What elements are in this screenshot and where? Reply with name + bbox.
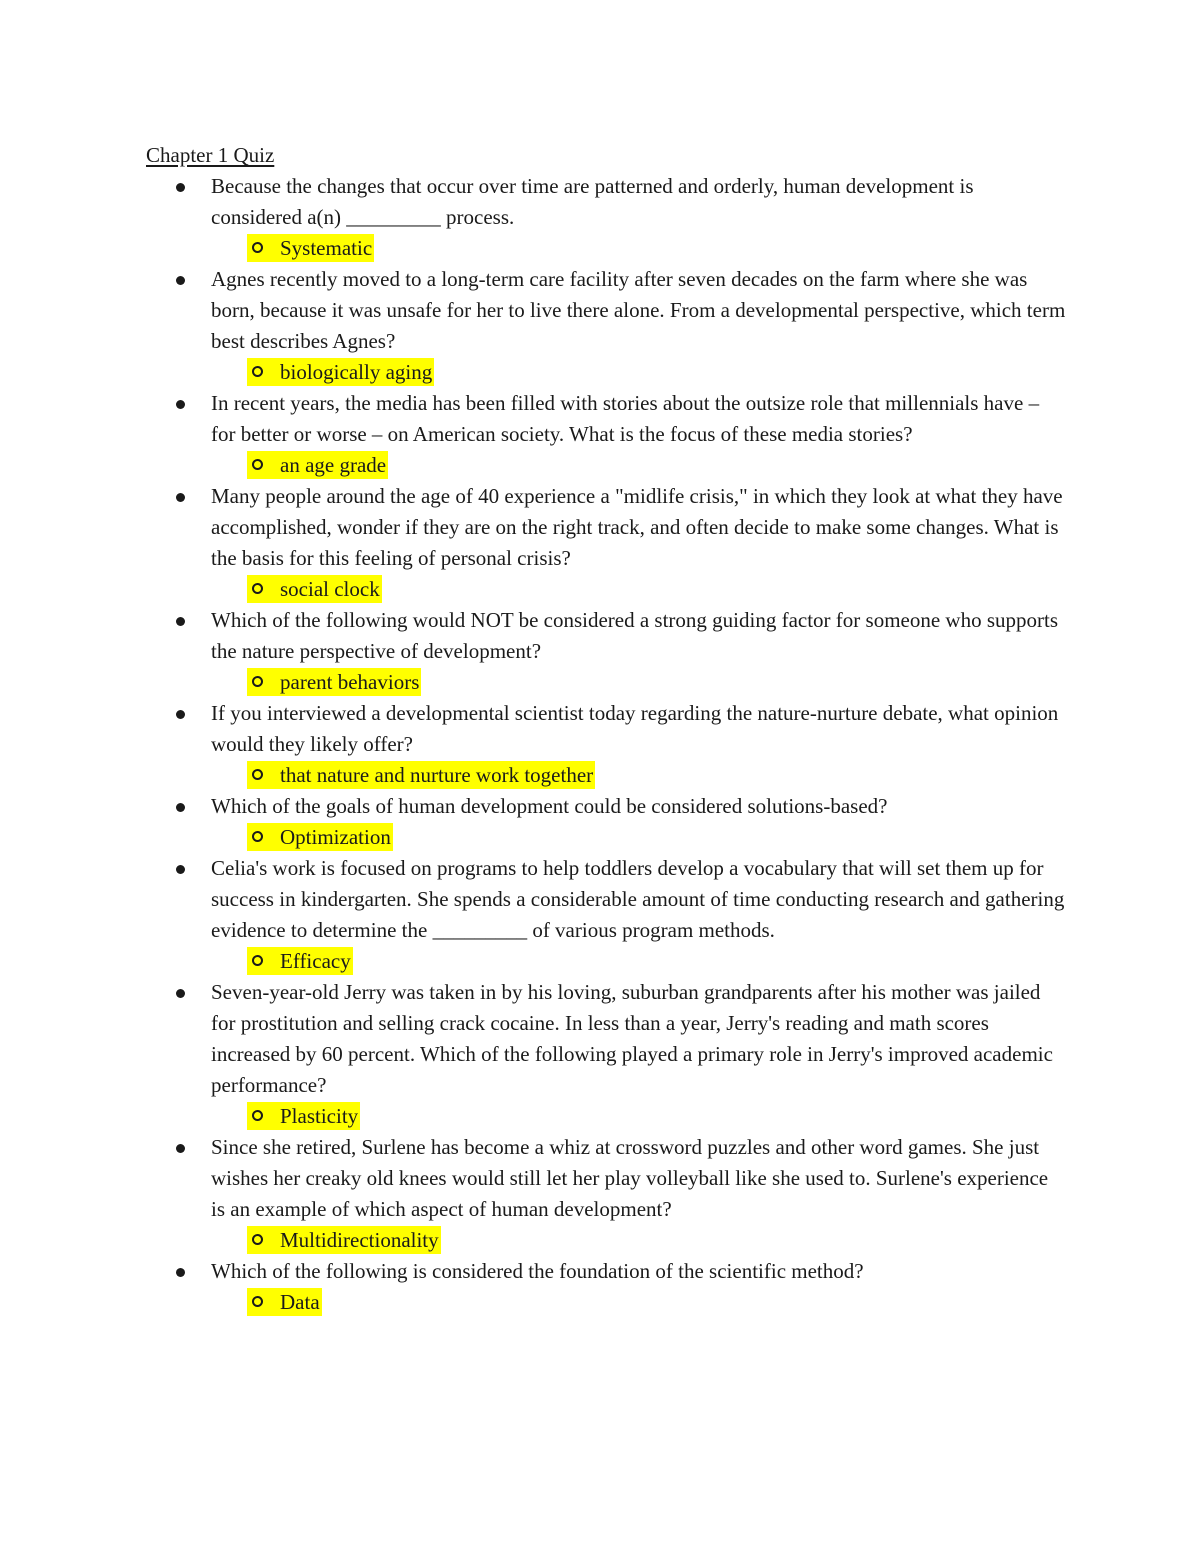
- question-item: [146, 698, 1066, 791]
- answer-highlight: [247, 1226, 441, 1254]
- answer-text: social clock: [280, 577, 380, 601]
- question-text: Since she retired, Surlene has become a whiz at crossword puzzles and other word games. She just wishes her creaky old knees would still let her play volleyball like she used to. Surlene's experience is an example of which aspect of human development?: [211, 1135, 1049, 1221]
- question-item: [146, 791, 1066, 853]
- answer-item: [247, 233, 1066, 264]
- circle-bullet-icon: [252, 676, 263, 687]
- bullet-icon: [176, 1144, 185, 1153]
- question-item: [146, 264, 1066, 388]
- answer-highlight: [247, 575, 382, 603]
- answer-item: [247, 760, 1066, 791]
- answer-text: Systematic: [280, 236, 373, 260]
- answer-text: Multidirectionality: [280, 1228, 439, 1252]
- question-item: [146, 1132, 1066, 1256]
- question-item: [146, 1256, 1066, 1318]
- question-text: Which of the following is considered the foundation of the scientific method?: [211, 1259, 864, 1283]
- circle-bullet-icon: [252, 583, 263, 594]
- answer-text: biologically aging: [280, 360, 433, 384]
- question-text: Which of the goals of human development could be considered solutions-based?: [211, 794, 888, 818]
- answer-text: that nature and nurture work together: [280, 763, 594, 787]
- answer-item: [247, 667, 1066, 698]
- page-title: Chapter 1 Quiz: [146, 143, 275, 167]
- answer-item: [247, 1225, 1066, 1256]
- question-text: In recent years, the media has been filled with stories about the outsize role that millennials have – for better or worse – on American society. What is the focus of these media stories?: [211, 391, 1040, 446]
- answer-text: Optimization: [280, 825, 391, 849]
- question-item: [146, 977, 1066, 1132]
- answer-highlight: [247, 761, 595, 789]
- question-text: Which of the following would NOT be considered a strong guiding factor for someone who supports the nature perspective of development?: [211, 608, 1059, 663]
- answer-item: [247, 357, 1066, 388]
- question-item: [146, 605, 1066, 698]
- bullet-icon: [176, 493, 185, 502]
- question-text: Celia's work is focused on programs to help toddlers develop a vocabulary that will set them up for success in kindergarten. She spends a considerable amount of time conducting research and gathering evidence to determine the _________ of various program methods.: [211, 856, 1065, 942]
- answer-highlight: [247, 358, 434, 386]
- circle-bullet-icon: [252, 459, 263, 470]
- answer-item: [247, 822, 1066, 853]
- answer-text: Plasticity: [280, 1104, 359, 1128]
- answer-item: [247, 450, 1066, 481]
- answer-highlight: [247, 1102, 360, 1130]
- answer-item: [247, 1287, 1066, 1318]
- circle-bullet-icon: [252, 242, 263, 253]
- question-item: [146, 388, 1066, 481]
- bullet-icon: [176, 400, 185, 409]
- answer-highlight: [247, 234, 374, 262]
- answer-text: an age grade: [280, 453, 387, 477]
- bullet-icon: [176, 989, 185, 998]
- bullet-icon: [176, 1268, 185, 1277]
- question-text: Seven-year-old Jerry was taken in by his loving, suburban grandparents after his mother was jailed for prostitution and selling crack cocaine. In less than a year, Jerry's reading and math scores increased by 60 percent. Which of the following played a primary role in Jerry's improved academic performance?: [211, 980, 1053, 1097]
- answer-highlight: [247, 668, 421, 696]
- question-item: [146, 481, 1066, 605]
- question-text: If you interviewed a developmental scientist today regarding the nature-nurture debate, what opinion would they likely offer?: [211, 701, 1059, 756]
- question-text: Agnes recently moved to a long-term care facility after seven decades on the farm where she was born, because it was unsafe for her to live there alone. From a developmental perspective, which term best describes Agnes?: [211, 267, 1066, 353]
- question-text: Because the changes that occur over time are patterned and orderly, human development is considered a(n) _________ process.: [211, 174, 974, 229]
- circle-bullet-icon: [252, 1234, 263, 1245]
- answer-highlight: [247, 947, 353, 975]
- question-text: Many people around the age of 40 experience a "midlife crisis," in which they look at what they have accomplished, wonder if they are on the right track, and often decide to make some changes. What is the basis for this feeling of personal crisis?: [211, 484, 1063, 570]
- answer-highlight: [247, 823, 393, 851]
- question-list: [146, 171, 1066, 1318]
- quiz-content: [146, 140, 1066, 1318]
- answer-item: [247, 574, 1066, 605]
- answer-item: [247, 1101, 1066, 1132]
- bullet-icon: [176, 276, 185, 285]
- answer-text: Efficacy: [280, 949, 351, 973]
- question-item: [146, 171, 1066, 264]
- bullet-icon: [176, 183, 185, 192]
- bullet-icon: [176, 617, 185, 626]
- circle-bullet-icon: [252, 955, 263, 966]
- bullet-icon: [176, 865, 185, 874]
- circle-bullet-icon: [252, 831, 263, 842]
- answer-text: Data: [280, 1290, 320, 1314]
- bullet-icon: [176, 803, 185, 812]
- answer-item: [247, 946, 1066, 977]
- circle-bullet-icon: [252, 366, 263, 377]
- circle-bullet-icon: [252, 1296, 263, 1307]
- circle-bullet-icon: [252, 1110, 263, 1121]
- answer-highlight: [247, 1288, 322, 1316]
- answer-text: parent behaviors: [280, 670, 420, 694]
- circle-bullet-icon: [252, 769, 263, 780]
- bullet-icon: [176, 710, 185, 719]
- question-item: [146, 853, 1066, 977]
- answer-highlight: [247, 451, 388, 479]
